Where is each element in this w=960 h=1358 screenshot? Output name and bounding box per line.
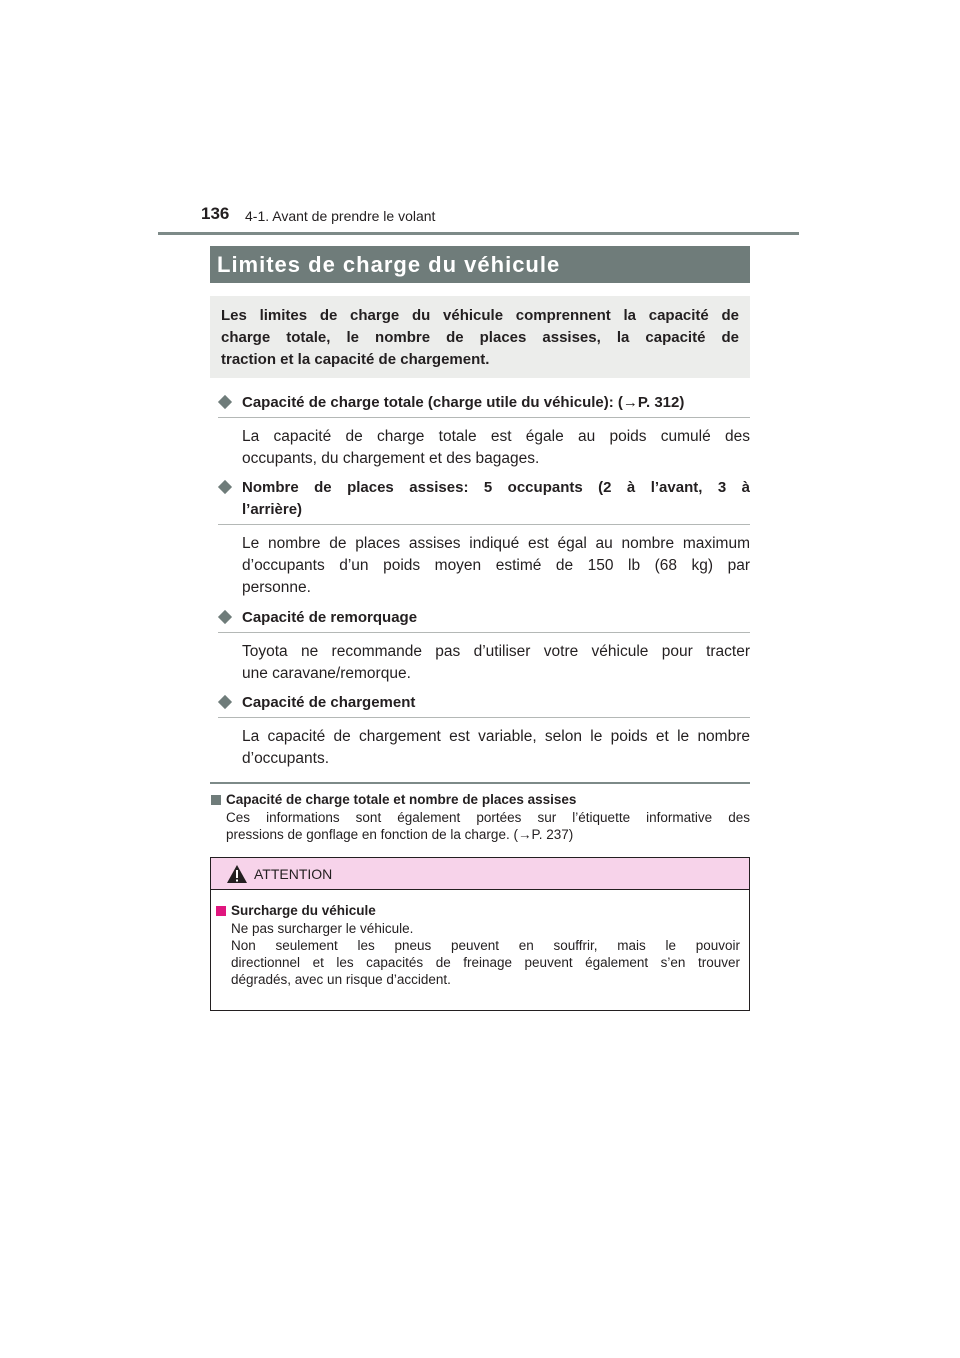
section-heading: Capacité de chargement	[218, 692, 750, 718]
warning-triangle-icon	[226, 864, 248, 884]
section-body: La capacité de chargement est variable, selon le poids et le nombre d’occupants.	[242, 728, 750, 767]
diamond-bullet-icon	[218, 480, 232, 494]
section-cargo	[218, 692, 750, 770]
header-rule	[158, 232, 799, 235]
square-bullet-icon	[216, 906, 226, 916]
intro-line: traction et la capacité de chargement.	[221, 351, 490, 368]
section-seating	[218, 477, 750, 599]
warning-text: Ne pas surcharger le véhicule. Non seulement les pneus peuvent en souffrir, mais le pouvoir directionnel et les capacités de freinage peuvent également s’en trouver dégradés, avec un risque d’accident.	[231, 921, 740, 987]
intro-line: Les limites de charge du véhicule comprennent la capacité de	[221, 307, 739, 324]
section-heading: Capacité de charge totale (charge utile du véhicule): (→P. 312)	[218, 392, 750, 418]
warning-label: ATTENTION	[254, 866, 333, 882]
section-body: Le nombre de places assises indiqué est égal au nombre maximum d’occupants d’un poids moyen estimé de 150 lb (68 kg) par personne.	[242, 535, 750, 596]
note-rule	[210, 782, 750, 784]
diamond-bullet-icon	[218, 610, 232, 624]
info-note	[210, 791, 750, 843]
square-bullet-icon	[211, 795, 221, 805]
note-body: Ces informations sont également portées sur l’étiquette informative des pressions de gonflage en fonction de la charge. (→P. 237)	[226, 810, 750, 842]
section-heading: Nombre de places assises: 5 occupants (2 à l’avant, 3 à l’arrière)	[218, 477, 750, 525]
warning-header	[211, 858, 749, 890]
chapter-title: 4-1. Avant de prendre le volant	[245, 208, 436, 224]
section-title: Limites de charge du véhicule	[217, 252, 561, 277]
note-title: Capacité de charge totale et nombre de places assises	[210, 791, 750, 809]
section-title-bar	[210, 246, 750, 283]
intro-box	[210, 296, 750, 378]
intro-line: charge totale, le nombre de places assises, la capacité de	[221, 329, 739, 346]
section-towing	[218, 607, 750, 685]
diamond-bullet-icon	[218, 695, 232, 709]
warning-title: Surcharge du véhicule	[216, 902, 740, 920]
section-total-capacity	[218, 392, 750, 470]
page-number: 136	[201, 204, 230, 223]
section-body: Toyota ne recommande pas d’utiliser votre véhicule pour tracter une caravane/remorque.	[242, 643, 750, 682]
section-body: La capacité de charge totale est égale au poids cumulé des occupants, du chargement et des bagages.	[242, 428, 750, 467]
warning-content	[211, 890, 749, 988]
warning-box	[210, 857, 750, 1011]
diamond-bullet-icon	[218, 395, 232, 409]
section-heading: Capacité de remorquage	[218, 607, 750, 633]
